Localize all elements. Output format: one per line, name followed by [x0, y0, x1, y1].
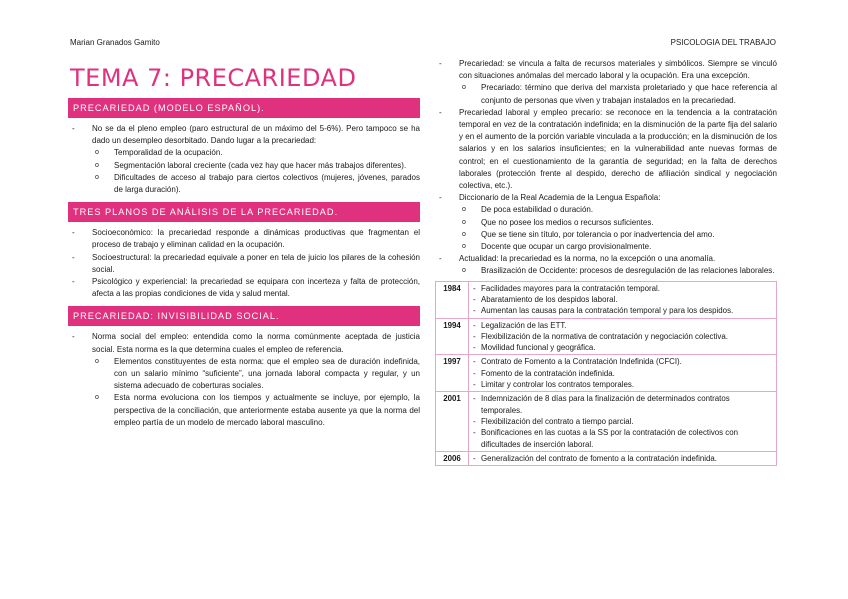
dash-bullet: -: [473, 394, 476, 404]
events-cell: [469, 318, 777, 355]
circle-bullet: o: [462, 230, 466, 238]
sub-list-item: [459, 217, 777, 229]
year-cell: 2006: [436, 451, 469, 465]
sub-item-text: Docente que ocupar un cargo provisionalmente.: [481, 242, 652, 252]
right-column: [435, 58, 777, 466]
tres-planos-list: [68, 227, 420, 300]
event-text: Limitar y controlar los contratos temporales.: [481, 380, 635, 390]
dash-bullet: -: [72, 124, 75, 133]
section-heading-tres-planos: TRES PLANOS DE ANÁLISIS DE LA PRECARIEDAD.: [68, 202, 420, 222]
year-cell: 1997: [436, 355, 469, 392]
sub-list-item: [459, 241, 777, 253]
timeline-body: [436, 281, 777, 465]
circle-bullet: o: [462, 206, 466, 214]
list-item: [435, 192, 777, 253]
circle-bullet: o: [462, 84, 466, 92]
sub-list-item: [92, 392, 420, 429]
sub-item-text: Segmentación laboral creciente (cada vez hay que hacer más trabajos diferentes).: [114, 160, 407, 170]
event-item: [472, 283, 773, 294]
sub-list-item: [92, 147, 420, 159]
circle-bullet: o: [462, 267, 466, 275]
dash-bullet: -: [439, 254, 442, 264]
event-text: Legalización de las ETT.: [481, 320, 567, 330]
list-item: [68, 227, 420, 251]
left-column: [68, 58, 420, 429]
list-item-text: Socioestructural: la precariedad equivale a poner en tela de juicio los pilares de la cohesión social.: [92, 252, 420, 274]
year-cell: 1984: [436, 281, 469, 318]
author-name: Marian Granados Gamito: [70, 38, 160, 47]
list-item: [68, 331, 420, 429]
event-text: Movilidad funcional y geográfica.: [481, 343, 596, 353]
event-text: Indemnización de 8 días para la finalización de determinados contratos temporales.: [481, 394, 730, 415]
modelo-espanol-list: [68, 123, 420, 196]
legislation-timeline-table: [435, 281, 777, 466]
subject-name: PSICOLOGIA DEL TRABAJO: [670, 38, 776, 47]
event-item: [472, 356, 773, 367]
sub-list: [459, 265, 777, 277]
event-text: Abaratamiento de los despidos laboral.: [481, 294, 618, 304]
event-item: [472, 368, 773, 379]
list-item-text: Psicológico y experiencial: la precariedad se equipara con incerteza y falta de protección, afecta a las propias condiciones de vida y salud mental.: [92, 277, 420, 299]
list-item: [68, 252, 420, 276]
dash-bullet: -: [473, 306, 476, 316]
invisibilidad-list: [68, 331, 420, 429]
table-row: [436, 355, 777, 392]
sub-item-text: Que se tiene sin título, por tolerancia o por inadvertencia del amo.: [481, 229, 715, 239]
event-text: Generalización del contrato de fomento a la contratación indefinida.: [481, 453, 717, 463]
events-cell: [469, 451, 777, 465]
event-text: Fomento de la contratación indefinida.: [481, 368, 615, 378]
list-item-text: Actualidad: la precariedad es la norma, no la excepción o una anomalía.: [459, 254, 716, 264]
list-item-text: Diccionario de la Real Academia de la Lengua Española:: [459, 193, 661, 203]
list-item: [68, 123, 420, 196]
event-item: [472, 342, 773, 353]
dash-bullet: -: [473, 294, 476, 304]
table-row: [436, 318, 777, 355]
page-title: TEMA 7: PRECARIEDAD: [70, 64, 357, 92]
list-item-text: Precariedad laboral y empleo precario: se reconoce en la tendencia a la contratación temporal en vez de la contratación indefinida; en la disminución de la parte fija del salario y en el aumento de la porción variable vinculada a la producción; en la disminución de los salarios y en los salarios insuficientes; en la vulnerabilidad ante nuevas formas de control; en el cuestionamiento de la garantía de seguridad; en la falta de derechos laborales (protección frente al despido, derecho de afiliación sindical y negociación colectiva, etc.).: [459, 107, 777, 191]
circle-bullet: o: [462, 218, 466, 226]
sub-item-text: Precariado: término que deriva del marxista proletariado y que hace referencia al conjunto de personas que viven y trabajan instalados en la precariedad.: [481, 83, 777, 105]
dash-bullet: -: [473, 343, 476, 353]
event-item: [472, 427, 773, 450]
right-list: [435, 58, 777, 278]
year-cell: 2001: [436, 392, 469, 451]
year-cell: 1994: [436, 318, 469, 355]
event-item: [472, 416, 773, 427]
sub-item-text: De poca estabilidad o duración.: [481, 205, 594, 215]
table-row: [436, 281, 777, 318]
sub-list: [459, 82, 777, 106]
list-item: [435, 253, 777, 277]
circle-bullet: o: [95, 161, 99, 169]
circle-bullet: o: [95, 357, 99, 365]
sub-list-item: [92, 356, 420, 393]
sub-list-item: [92, 160, 420, 172]
dash-bullet: -: [473, 357, 476, 367]
circle-bullet: o: [95, 173, 99, 181]
event-item: [472, 453, 773, 464]
sub-list: [459, 204, 777, 253]
dash-bullet: -: [439, 59, 442, 68]
events-cell: [469, 392, 777, 451]
sub-list-item: [459, 82, 777, 106]
dash-bullet: -: [473, 380, 476, 390]
event-text: Flexibilización del contrato a tiempo parcial.: [481, 416, 634, 426]
list-item-text: Socioeconómico: la precariedad responde a dinámicas productivas que fragmentan el proceso de trabajo y eliminan calidad en la ocupación.: [92, 228, 420, 250]
event-text: Contrato de Fomento a la Contratación Indefinida (CFCI).: [481, 357, 682, 367]
event-item: [472, 379, 773, 390]
list-item: [435, 107, 777, 192]
circle-bullet: o: [95, 394, 99, 402]
sub-item-text: Dificultades de acceso al trabajo para ciertos colectivos (mujeres, jóvenes, parados de larga duración).: [114, 172, 420, 195]
table-row: [436, 392, 777, 451]
events-cell: [469, 281, 777, 318]
list-item-text: Norma social del empleo: entendida como la norma comúnmente aceptada de justicia social. Esta norma es la que determina cuales el empleo de referencia.: [92, 332, 420, 354]
sub-list-item: [92, 172, 420, 196]
event-text: Flexibilización de la normativa de contratación y negociación colectiva.: [481, 331, 728, 341]
sub-item-text: Brasilización de Occidente: procesos de desregulación de las relaciones laborales.: [481, 266, 775, 276]
table-row: [436, 451, 777, 465]
dash-bullet: -: [473, 428, 476, 438]
event-item: [472, 393, 773, 416]
circle-bullet: o: [95, 149, 99, 157]
list-item-text: Precariedad: se vincula a falta de recursos materiales y simbólicos. Siempre se vinculó con situaciones anómalas del mercado laboral y la ocupación. Era una excepción.: [459, 59, 777, 81]
dash-bullet: -: [72, 277, 75, 287]
dash-bullet: -: [473, 331, 476, 341]
event-item: [472, 331, 773, 342]
circle-bullet: o: [462, 243, 466, 251]
sub-item-text: Elementos constituyentes de esta norma: que el empleo sea de duración indefinida, con un salario mínimo “suficiente”, una jornada laboral compacta y regular, y un sistema adecuado de coberturas sociales.: [114, 356, 420, 391]
event-text: Bonificaciones en las cuotas a la SS por la contratación de colectivos con dificultades de inserción laboral.: [481, 428, 739, 449]
event-text: Aumentan las causas para la contratación temporal y para los despidos.: [481, 306, 734, 316]
events-cell: [469, 355, 777, 392]
sub-list: [92, 147, 420, 196]
list-item: [68, 276, 420, 300]
dash-bullet: -: [72, 252, 75, 262]
sub-list-item: [459, 204, 777, 216]
event-item: [472, 294, 773, 305]
event-item: [472, 305, 773, 316]
dash-bullet: -: [473, 453, 476, 463]
dash-bullet: -: [473, 416, 476, 426]
page-header: [70, 38, 778, 50]
sub-item-text: Esta norma evoluciona con los tiempos y actualmente se incluye, por ejemplo, la perspectiva de la conciliación, que anteriormente estaba ausente ya que la norma del empleo partía de un modelo de mercado laboral masculino.: [114, 393, 420, 427]
dash-bullet: -: [72, 332, 75, 342]
event-item: [472, 320, 773, 331]
dash-bullet: -: [439, 107, 442, 117]
sub-list: [92, 356, 420, 429]
section-heading-modelo-espanol: PRECARIEDAD (MODELO ESPAÑOL).: [68, 98, 420, 118]
list-item-text: No se da el pleno empleo (paro estructural de un máximo del 5-6%). Pero tampoco se ha dado un desempleo desorbitado. Dando lugar a la precariedad:: [92, 124, 420, 146]
dash-bullet: -: [439, 193, 442, 203]
dash-bullet: -: [473, 368, 476, 378]
list-item: [435, 58, 777, 107]
dash-bullet: -: [473, 283, 476, 293]
sub-item-text: Que no posee los medios o recursos suficientes.: [481, 217, 654, 227]
section-heading-invisibilidad: PRECARIEDAD: INVISIBILIDAD SOCIAL.: [68, 306, 420, 326]
sub-list-item: [459, 265, 777, 277]
sub-list-item: [459, 229, 777, 241]
sub-item-text: Temporalidad de la ocupación.: [114, 148, 223, 158]
dash-bullet: -: [72, 228, 75, 238]
dash-bullet: -: [473, 320, 476, 330]
event-text: Facilidades mayores para la contratación temporal.: [481, 283, 660, 293]
